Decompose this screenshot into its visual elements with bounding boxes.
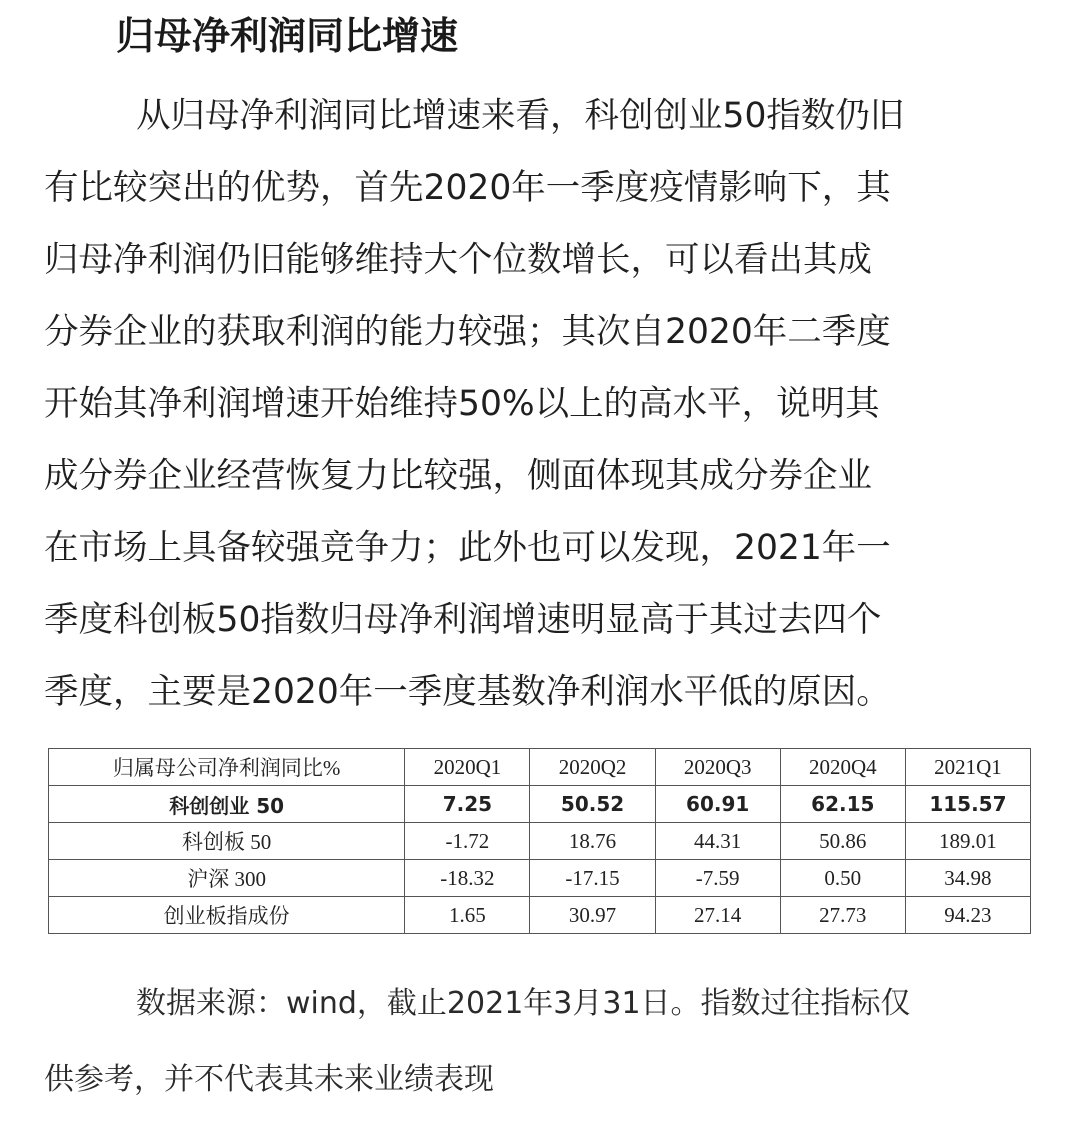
table-cell: -7.59	[655, 860, 780, 897]
table-cell: 27.73	[780, 897, 905, 934]
paragraph-line: 成分券企业经营恢复力比较强，侧面体现其成分券企业	[44, 456, 872, 496]
table-row	[49, 860, 1031, 897]
paragraph-line: 开始其净利润增速开始维持50%以上的高水平，说明其	[44, 384, 880, 424]
paragraph-line: 分券企业的获取利润的能力较强；其次自2020年二季度	[44, 312, 891, 352]
table-cell: -17.15	[530, 860, 655, 897]
table-cell: 94.23	[905, 897, 1030, 934]
table-header-cell: 2020Q3	[655, 749, 780, 786]
profit-growth-table-container	[48, 748, 1031, 934]
table-cell: 1.65	[405, 897, 530, 934]
table-cell: 50.86	[780, 823, 905, 860]
paragraph-line: 有比较突出的优势，首先2020年一季度疫情影响下，其	[44, 168, 891, 208]
row-label: 科创创业 50	[49, 786, 405, 823]
source-line: 供参考，并不代表其未来业绩表现	[44, 1062, 494, 1097]
table-cell: 30.97	[530, 897, 655, 934]
table-cell: 7.25	[405, 786, 530, 823]
paragraph-line: 从归母净利润同比增速来看，科创创业50指数仍旧	[136, 96, 905, 136]
table-header-cell: 2020Q2	[530, 749, 655, 786]
body-paragraph	[44, 80, 1044, 728]
paragraph-line: 季度，主要是2020年一季度基数净利润水平低的原因。	[44, 672, 891, 712]
source-line: 数据来源：wind，截止2021年3月31日。指数过往指标仅	[136, 986, 911, 1021]
row-label: 科创板 50	[49, 823, 405, 860]
row-label: 沪深 300	[49, 860, 405, 897]
paragraph-line: 在市场上具备较强竞争力；此外也可以发现，2021年一	[44, 528, 891, 568]
table-header-row	[49, 749, 1031, 786]
table-cell: 115.57	[905, 786, 1030, 823]
table-header-cell: 2021Q1	[905, 749, 1030, 786]
section-heading: 归母净利润同比增速	[116, 14, 459, 58]
table-row	[49, 786, 1031, 823]
table-cell: -1.72	[405, 823, 530, 860]
table-cell: 50.52	[530, 786, 655, 823]
table-row	[49, 823, 1031, 860]
table-cell: 27.14	[655, 897, 780, 934]
table-cell: 18.76	[530, 823, 655, 860]
table-cell: 62.15	[780, 786, 905, 823]
table-header-cell: 2020Q4	[780, 749, 905, 786]
table-cell: 0.50	[780, 860, 905, 897]
table-row	[49, 897, 1031, 934]
row-label: 创业板指成份	[49, 897, 405, 934]
profit-growth-table	[48, 748, 1031, 934]
table-cell: 189.01	[905, 823, 1030, 860]
paragraph-line: 季度科创板50指数归母净利润增速明显高于其过去四个	[44, 600, 882, 640]
table-cell: 34.98	[905, 860, 1030, 897]
table-cell: -18.32	[405, 860, 530, 897]
table-cell: 44.31	[655, 823, 780, 860]
table-cell: 60.91	[655, 786, 780, 823]
source-note	[44, 966, 1044, 1118]
table-header-cell: 2020Q1	[405, 749, 530, 786]
paragraph-line: 归母净利润仍旧能够维持大个位数增长，可以看出其成	[44, 240, 872, 280]
table-header-cell: 归属母公司净利润同比%	[49, 749, 405, 786]
